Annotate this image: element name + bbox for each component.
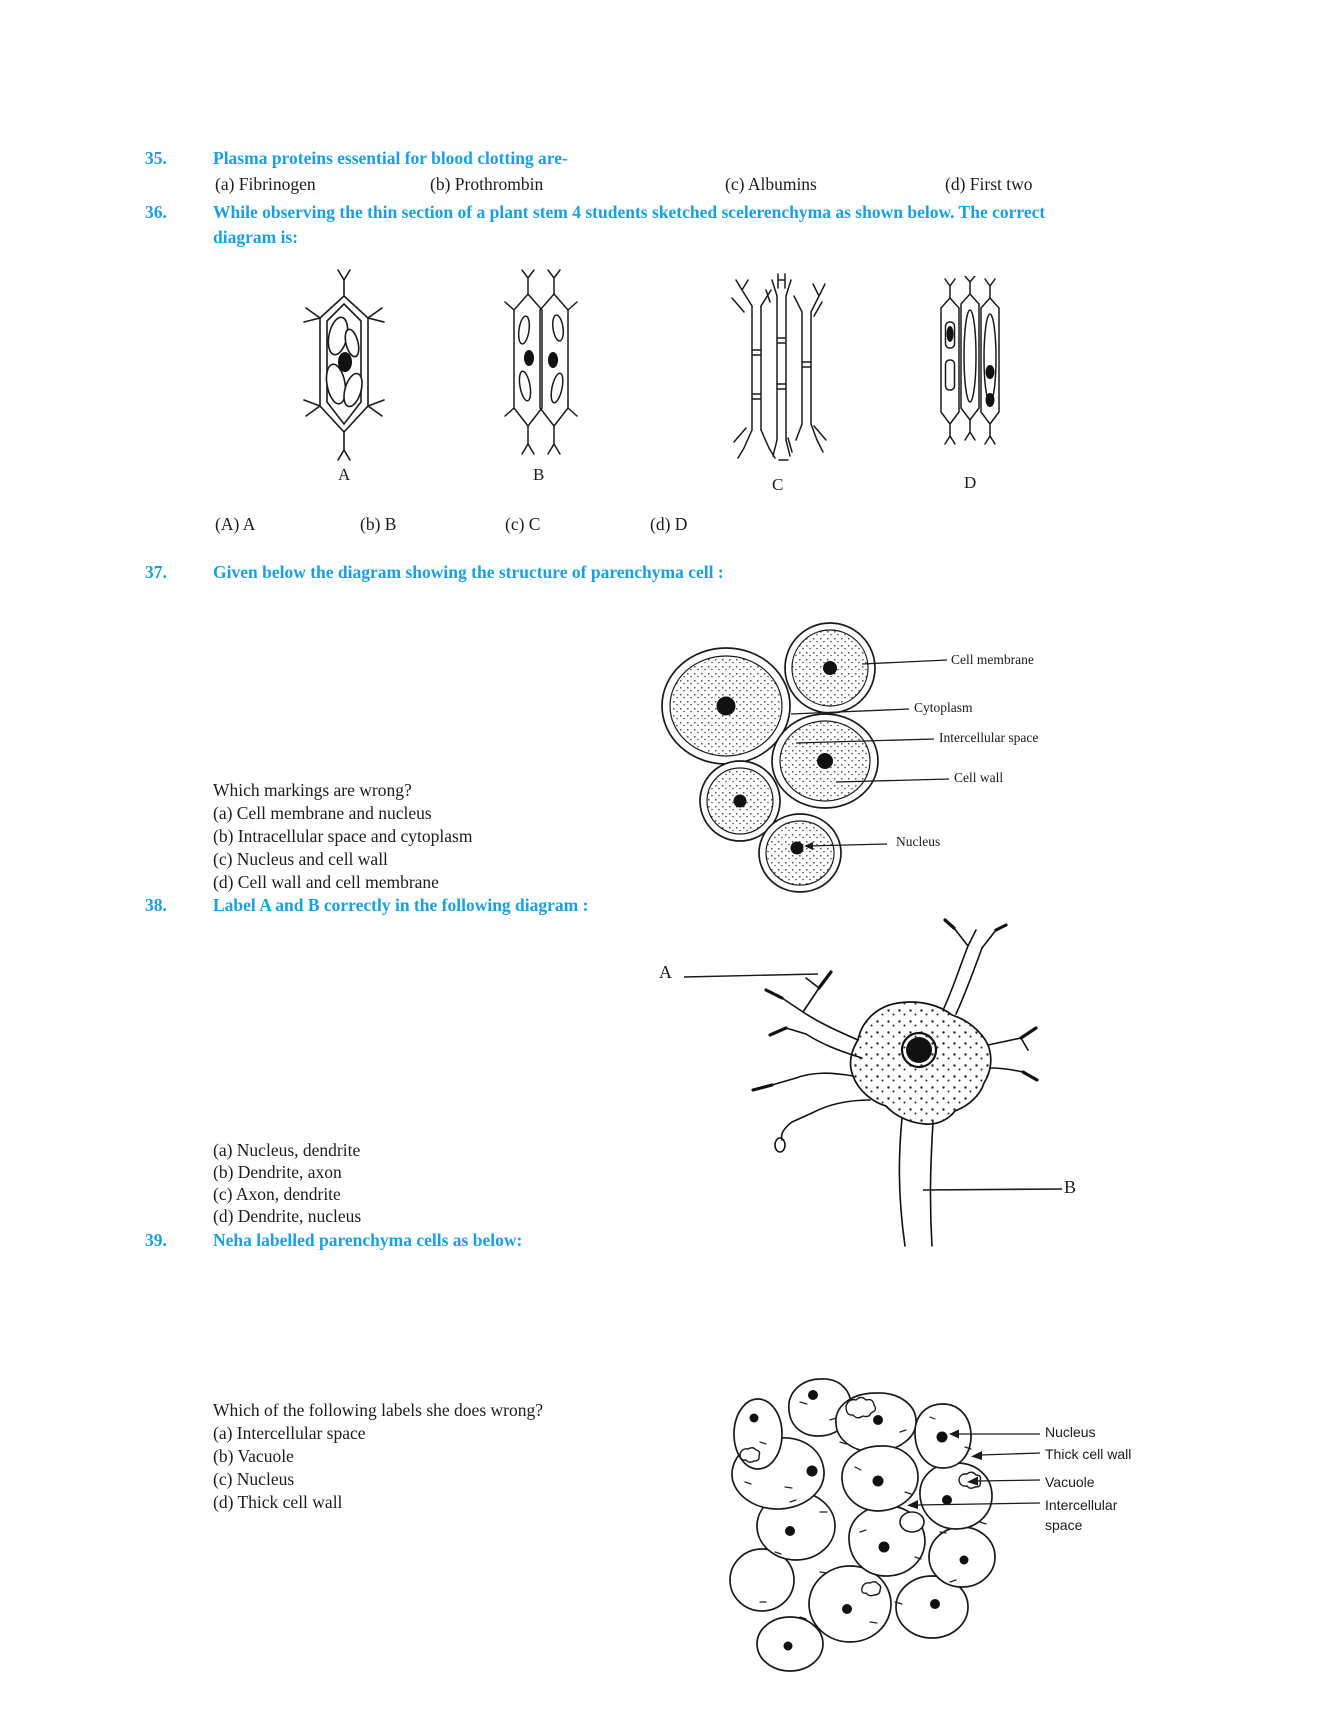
nucleus-dot — [734, 795, 747, 808]
neuron-diagram — [600, 898, 1080, 1248]
nucleus-dot — [817, 753, 833, 769]
q36-option-a: (A) A — [215, 514, 256, 534]
q37-option-a: (a) Cell membrane and nucleus — [213, 803, 432, 823]
label-b-line — [923, 1189, 1062, 1190]
question-36-title-line1: While observing the thin section of a plant stem 4 students sketched scelerenchyma as shown below. The correct — [213, 202, 1046, 222]
q37-question: Which markings are wrong? — [213, 780, 412, 800]
labelled-parenchyma-diagram — [700, 1372, 1060, 1687]
sketch-label-b: B — [533, 465, 545, 484]
question-35-number: 35. — [145, 148, 167, 168]
q38-option-b: (b) Dendrite, axon — [213, 1162, 342, 1182]
nucleus-dot — [986, 365, 995, 379]
parenchyma-label-intercellular-space: Intercellular space — [939, 730, 1039, 745]
nucleus-dot — [791, 842, 804, 855]
q39-option-b: (b) Vacuole — [213, 1446, 294, 1466]
question-36-title-line2: diagram is: — [213, 227, 299, 247]
parenchyma-label-nucleus: Nucleus — [896, 834, 941, 849]
sclerenchyma-sketch-b — [504, 268, 578, 458]
neuron-label-a: A — [659, 962, 672, 982]
question-39-number: 39. — [145, 1230, 167, 1250]
q35-option-b: (b) Prothrombin — [430, 174, 544, 194]
axon — [899, 1118, 933, 1246]
neha-label-nucleus: Nucleus — [1045, 1424, 1096, 1440]
q39-option-a: (a) Intercellular space — [213, 1423, 366, 1443]
parenchyma-label-cell-membrane: Cell membrane — [951, 652, 1034, 667]
q35-option-d: (d) First two — [945, 174, 1033, 194]
q38-option-c: (c) Axon, dendrite — [213, 1184, 341, 1204]
q39-option-d: (d) Thick cell wall — [213, 1492, 343, 1512]
question-39-title: Neha labelled parenchyma cells as below: — [213, 1230, 523, 1250]
parenchyma-label-cytoplasm: Cytoplasm — [914, 700, 973, 715]
q36-option-c: (c) C — [505, 514, 541, 534]
q36-option-d: (d) D — [650, 514, 688, 534]
sketch-label-c: C — [772, 475, 784, 494]
question-37-title: Given below the diagram showing the structure of parenchyma cell : — [213, 562, 724, 582]
sketch-label-a: A — [338, 465, 351, 484]
sclerenchyma-sketch-a — [300, 266, 388, 462]
nucleus-dot — [717, 697, 736, 716]
neha-label-intercellular: Intercellular — [1045, 1497, 1118, 1513]
q37-option-d: (d) Cell wall and cell membrane — [213, 872, 439, 892]
q35-option-a: (a) Fibrinogen — [215, 174, 316, 194]
q37-option-c: (c) Nucleus and cell wall — [213, 849, 388, 869]
sclerenchyma-sketch-c — [722, 272, 834, 464]
neha-label-space: space — [1045, 1517, 1083, 1533]
q39-option-c: (c) Nucleus — [213, 1469, 295, 1489]
q37-option-b: (b) Intracellular space and cytoplasm — [213, 826, 473, 846]
nucleus-dot — [548, 352, 558, 368]
q35-option-c: (c) Albumins — [725, 174, 817, 194]
question-38-title: Label A and B correctly in the following diagram : — [213, 895, 589, 915]
parenchyma-label-cell-wall: Cell wall — [954, 770, 1004, 785]
q38-option-d: (d) Dendrite, nucleus — [213, 1206, 362, 1226]
neha-label-thick-cell-wall: Thick cell wall — [1045, 1446, 1132, 1462]
nucleus-dot — [986, 393, 995, 407]
nucleus-dot — [338, 352, 352, 372]
sketch-label-d: D — [964, 473, 977, 492]
neha-label-vacuole: Vacuole — [1045, 1474, 1095, 1490]
label-a-line — [684, 974, 818, 977]
neuron-label-b: B — [1064, 1177, 1077, 1197]
nucleus-dot — [524, 350, 534, 366]
nucleus-dot — [906, 1037, 932, 1063]
q36-option-b: (b) B — [360, 514, 397, 534]
sclerenchyma-sketch-d — [932, 276, 1008, 458]
question-37-number: 37. — [145, 562, 167, 582]
neuron-cell-body — [851, 1002, 991, 1124]
q39-question: Which of the following labels she does wrong? — [213, 1400, 543, 1420]
question-35-title: Plasma proteins essential for blood clotting are- — [213, 148, 568, 168]
question-36-number: 36. — [145, 202, 167, 222]
nucleus-dot — [823, 661, 837, 675]
q38-option-a: (a) Nucleus, dendrite — [213, 1140, 361, 1160]
nucleus-dot — [947, 326, 954, 342]
question-38-number: 38. — [145, 895, 167, 915]
